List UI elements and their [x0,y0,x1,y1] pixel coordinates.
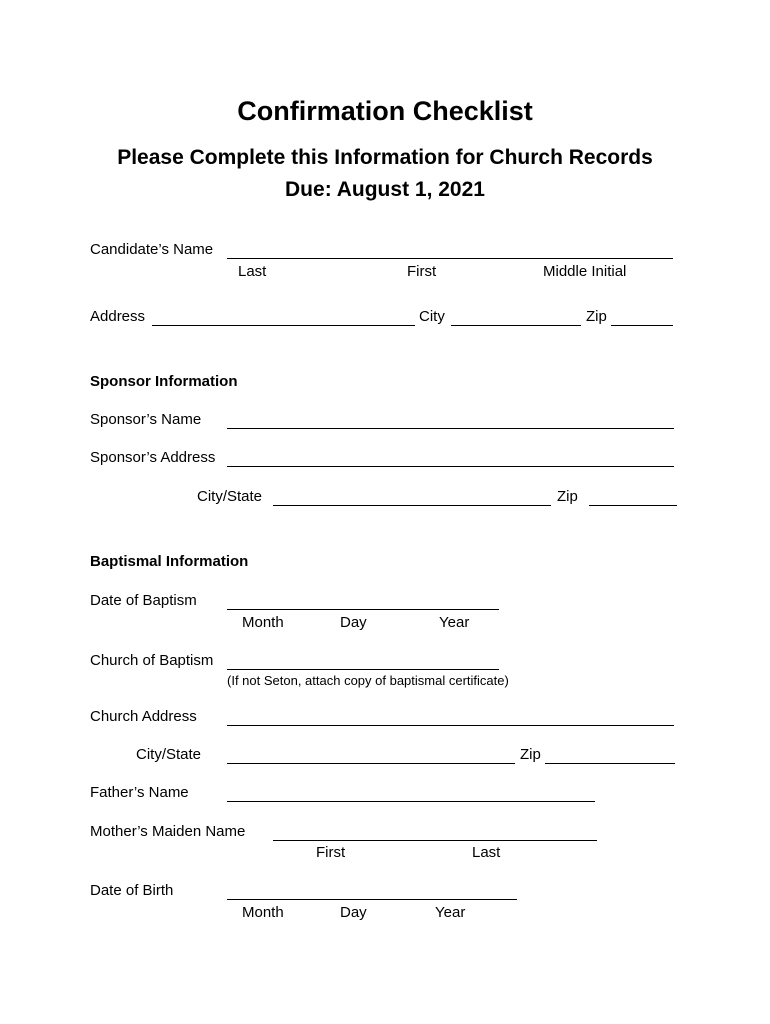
date-of-birth-label: Date of Birth [90,882,174,899]
sponsor-name-label: Sponsor’s Name [90,411,202,428]
baptism-date-field[interactable] [227,609,499,610]
sponsor-heading: Sponsor Information [90,373,238,390]
sponsor-zip-field[interactable] [589,505,677,506]
sponsor-city-state-label: City/State [197,488,263,505]
church-zip-label: Zip [520,746,541,763]
baptism-date-label: Date of Baptism [90,592,197,609]
sponsor-address-field[interactable] [227,466,674,467]
church-zip-field[interactable] [545,763,675,764]
candidate-first-caption: First [407,263,437,280]
father-name-field[interactable] [227,801,595,802]
baptism-day-caption: Day [340,614,367,631]
candidate-last-caption: Last [238,263,267,280]
city-field[interactable] [451,325,581,326]
zip-field[interactable] [611,325,673,326]
church-of-baptism-note: (If not Seton, attach copy of baptismal certificate) [227,673,509,688]
sponsor-name-field[interactable] [227,428,674,429]
baptism-year-caption: Year [439,614,470,631]
dob-month-caption: Month [242,904,284,921]
page-title: Confirmation Checklist [237,96,533,126]
church-city-state-field[interactable] [227,763,515,764]
address-field[interactable] [152,325,415,326]
sponsor-address-label: Sponsor’s Address [90,449,216,466]
date-of-birth-field[interactable] [227,899,517,900]
church-of-baptism-label: Church of Baptism [90,652,214,669]
city-label: City [419,308,445,325]
zip-label: Zip [586,308,607,325]
page-subtitle: Please Complete this Information for Church Records [117,146,653,169]
candidate-middle-caption: Middle Initial [543,263,627,280]
church-city-state-label: City/State [136,746,202,763]
church-address-field[interactable] [227,725,674,726]
address-label: Address [90,308,146,325]
mother-first-caption: First [316,844,346,861]
baptism-heading: Baptismal Information [90,553,249,570]
dob-day-caption: Day [340,904,367,921]
father-name-label: Father’s Name [90,784,189,801]
baptism-month-caption: Month [242,614,284,631]
mother-last-caption: Last [472,844,501,861]
mother-maiden-name-label: Mother’s Maiden Name [90,823,246,840]
sponsor-city-state-field[interactable] [273,505,551,506]
candidate-name-field[interactable] [227,258,673,259]
sponsor-zip-label: Zip [557,488,578,505]
candidate-name-label: Candidate’s Name [90,241,214,258]
dob-year-caption: Year [435,904,466,921]
church-address-label: Church Address [90,708,197,725]
mother-maiden-name-field[interactable] [273,840,597,841]
church-of-baptism-field[interactable] [227,669,499,670]
due-date: Due: August 1, 2021 [285,178,485,201]
